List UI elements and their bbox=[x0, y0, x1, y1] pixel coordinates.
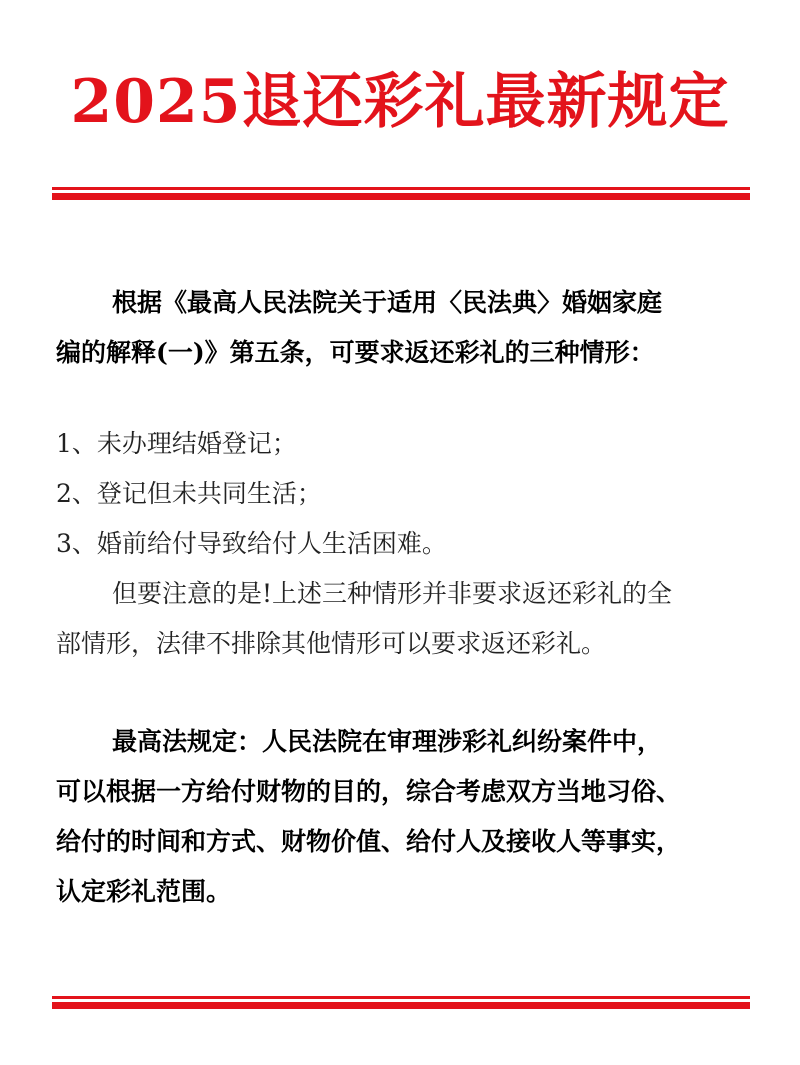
situation-item-3: 3、婚前给付导致给付人生活困难。 bbox=[56, 529, 447, 558]
intro-line-2: 编的解释(一)》第五条，可要求返还彩礼的三种情形： bbox=[56, 338, 655, 367]
note-line-2: 部情形，法律不排除其他情形可以要求返还彩礼。 bbox=[56, 629, 607, 658]
ruling-line-1: 最高法规定：人民法院在审理涉彩礼纠纷案件中， bbox=[112, 727, 663, 756]
situations-section bbox=[56, 419, 746, 669]
intro-paragraph bbox=[56, 278, 746, 378]
top-divider-thick-line bbox=[52, 193, 750, 200]
bottom-divider-thick-line bbox=[52, 1002, 750, 1009]
intro-line-1: 根据《最高人民法院关于适用〈民法典〉婚姻家庭 bbox=[112, 288, 663, 317]
top-divider bbox=[52, 187, 750, 200]
ruling-paragraph bbox=[56, 717, 746, 917]
ruling-line-4: 认定彩礼范围。 bbox=[56, 877, 232, 906]
bottom-divider bbox=[52, 996, 750, 1009]
situation-item-1: 1、未办理结婚登记； bbox=[56, 429, 297, 458]
situation-item-2: 2、登记但未共同生活； bbox=[56, 479, 322, 508]
note-line-1: 但要注意的是!上述三种情形并非要求返还彩礼的全 bbox=[112, 579, 673, 608]
ruling-line-2: 可以根据一方给付财物的目的，综合考虑双方当地习俗、 bbox=[56, 777, 682, 806]
ruling-line-3: 给付的时间和方式、财物价值、给付人及接收人等事实， bbox=[56, 827, 682, 856]
page-title: 2025退还彩礼最新规定 bbox=[70, 67, 730, 137]
